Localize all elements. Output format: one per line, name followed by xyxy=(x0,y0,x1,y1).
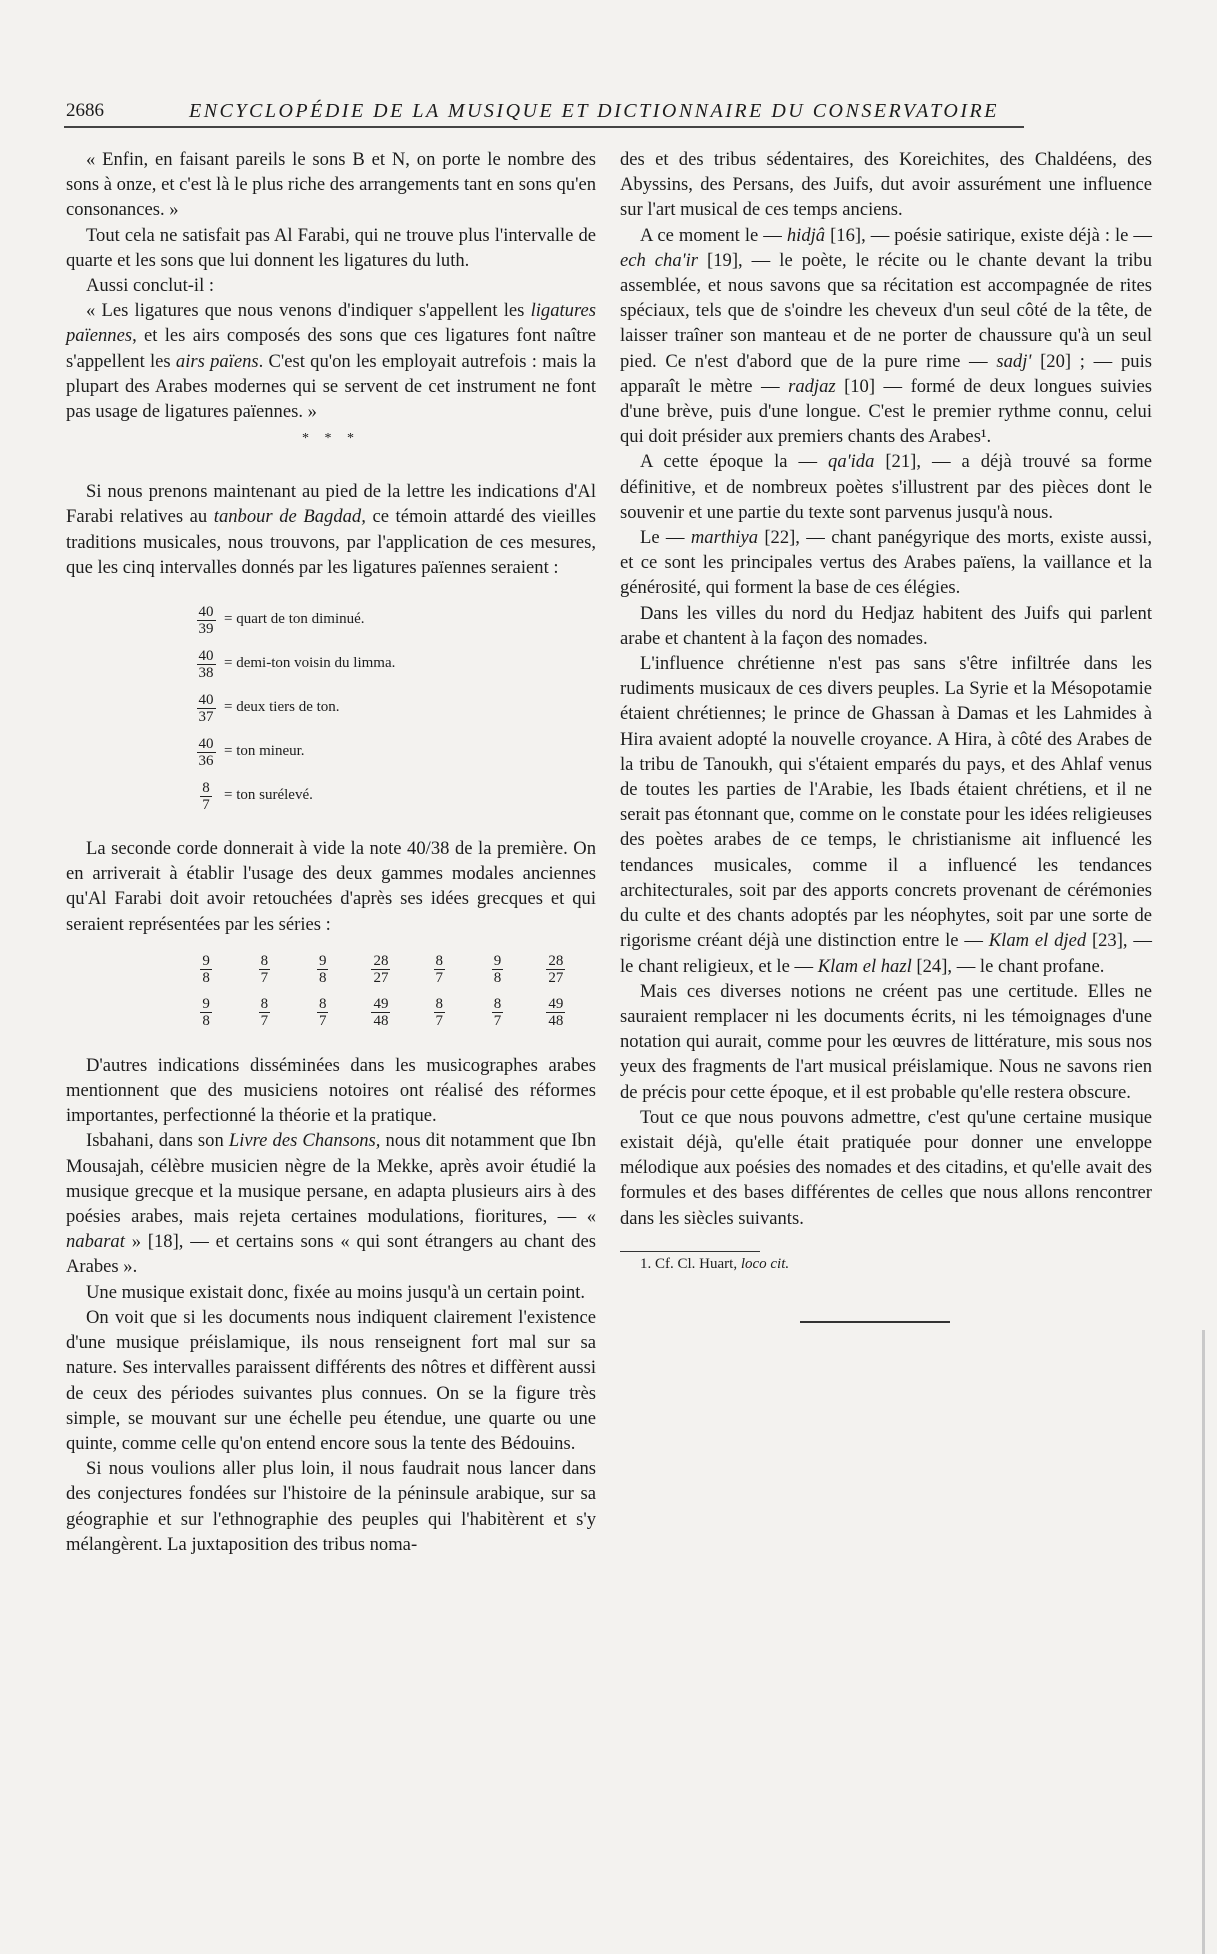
paragraph: On voit que si les documents nous indiquent clairement l'existence d'une musique préislamique, ils nous renseignent fort mal sur sa nature. Ses intervalles paraissent différents des nôtres et diffèrent aussi de ceux des périodes suivantes plus connues. On se la figure très simple, se mouvant sur une échelle peu étendue, une quarte ou une quinte, comme celle qu'on entend encore sous la tente des Bédouins. xyxy=(66,1306,596,1454)
fraction: $\frac{40}{36}$ xyxy=(198,735,214,769)
interval-row xyxy=(194,686,596,730)
fraction: $\frac{9}{8}$ xyxy=(202,995,210,1029)
paragraph: Isbahani, dans son Livre des Chansons, nous dit notamment que Ibn Mousajah, célèbre musicien nègre de la Mekke, après avoir étudié la musique grecque et la musique persane, en adapta plusieurs airs à des poésies arabes, mais rejeta certaines modulations, fioritures, — « nabarat » [18], — et certains sons « qui sont étrangers au chant des Arabes ». xyxy=(66,1130,596,1278)
running-head: ENCYCLOPÉDIE DE LA MUSIQUE ET DICTIONNAIRE DU CONSERVATOIRE xyxy=(189,100,999,122)
interval-row xyxy=(194,774,596,818)
fraction: $\frac{40}{39}$ xyxy=(198,603,214,637)
paragraph: Mais ces diverses notions ne créent pas une certitude. Elles ne sauraient remplacer ni les documents écrits, ni les témoignages d'une notation qui aurait, comme pour les œuvres de littérature, mis sous nos yeux des fragments de l'art musical préislamique. Nous ne savons rien de précis pour cette époque, et il est probable qu'elle restera obscure. xyxy=(620,980,1152,1103)
left-column xyxy=(66,147,596,1557)
interval-description: = quart de ton diminué. xyxy=(224,611,365,628)
paragraph: « Les ligatures que nous venons d'indiquer s'appellent les ligatures païennes, et les airs composés des sons que ces ligatures font naître s'appellent les airs païens. C'est qu'on les employait autrefois : mais la plupart des Arabes modernes qui se servent de cet instrument ne font pas usage de ligatures païennes. » xyxy=(66,300,596,423)
scan-margin-edge xyxy=(1202,1330,1205,1954)
paragraph: Si nous voulions aller plus loin, il nous faudrait nous lancer dans des conjectures fondées sur l'histoire de la péninsule arabique, sur sa géographie et sur l'ethnographie des peuples qui l'habitèrent et s'y mélangèrent. La juxtaposition des tribus noma- xyxy=(66,1458,596,1555)
paragraph: L'influence chrétienne n'est pas sans s'être infiltrée dans les rudiments musicaux de ces divers peuples. La Syrie et la Mésopotamie étaient chrétiennes; le prince de Ghassan à Damas et les Lahmides à Hira avaient adopté la nouvelle croyance. A Hira, à côté des Arabes de la tribu de Tanoukh, qui s'étaient emparés du pays, et des Ahlaf venus de toutes les parties de l'Arabie, les Ibads étaient chrétiens, et il ne serait pas étonnant que, comme on le constate pour les idées religieuses des poètes arabes de ce temps, le christianisme ait influencé les tendances musicales, comme il a influencé les tendances architecturales, soit par des apports concrets provenant de cérémonies du culte et des chants adoptés par les néophytes, soit par une sorte de rigorisme créant déjà une distinction entre le — Klam el djed [23], — le chant religieux, et le — Klam el hazl [24], — le chant profane. xyxy=(620,653,1152,977)
fraction: $\frac{40}{38}$ xyxy=(198,647,214,681)
fraction: $\frac{8}{7}$ xyxy=(318,995,327,1029)
interval-list xyxy=(194,598,596,818)
fraction: $\frac{8}{7}$ xyxy=(435,952,444,986)
series-row xyxy=(188,996,596,1029)
paragraph: Le — marthiya [22], — chant panégyrique des morts, existe aussi, et ce sont les principales vertus des Arabes païens, la vaillance et la générosité, qui forment la base de ces élégies. xyxy=(620,527,1152,599)
fraction: $\frac{9}{8}$ xyxy=(202,952,210,986)
paragraph: « Enfin, en faisant pareils le sons B et N, on porte le nombre des sons à onze, et c'est là le plus riche des arrangements tant en sons qu'en consonances. » xyxy=(66,149,596,221)
interval-row xyxy=(194,642,596,686)
paragraph: Aussi conclut-il : xyxy=(86,275,215,297)
fraction: $\frac{8}{7}$ xyxy=(435,995,444,1029)
fraction: $\frac{49}{48}$ xyxy=(373,995,389,1029)
interval-row xyxy=(194,730,596,774)
interval-row xyxy=(194,598,596,642)
right-column xyxy=(620,147,1152,1323)
fraction: $\frac{8}{7}$ xyxy=(202,779,210,813)
interval-description: = deux tiers de ton. xyxy=(224,699,340,716)
paragraph: Dans les villes du nord du Hedjaz habitent des Juifs qui parlent arabe et chantent à la façon des nomades. xyxy=(620,602,1152,649)
fraction: $\frac{28}{27}$ xyxy=(373,952,389,986)
fraction: $\frac{9}{8}$ xyxy=(318,952,327,986)
footnote: 1. Cf. Cl. Huart, loco cit. xyxy=(640,1255,790,1272)
fraction: $\frac{9}{8}$ xyxy=(493,952,502,986)
paragraph: Tout cela ne satisfait pas Al Farabi, qui ne trouve plus l'intervalle de quarte et les sons que lui donnent les ligatures du luth. xyxy=(66,224,596,271)
interval-description: = ton mineur. xyxy=(224,743,305,760)
end-rule xyxy=(800,1321,950,1323)
fraction: $\frac{8}{7}$ xyxy=(260,952,269,986)
fraction: $\frac{49}{48}$ xyxy=(548,995,564,1029)
paragraph: La seconde corde donnerait à vide la note 40/38 de la première. On en arriverait à établir l'usage des deux gammes modales anciennes qu'Al Farabi doit avoir retouchées d'après ses idées grecques et qui seraient représentées par les séries : xyxy=(66,838,596,935)
interval-description: = demi-ton voisin du limma. xyxy=(224,655,396,672)
fraction: $\frac{8}{7}$ xyxy=(260,995,269,1029)
paragraph: A cette époque la — qa'ida [21], — a déjà trouvé sa forme définitive, et de nombreux poètes s'illustrent par des pièces dont le souvenir et une partie du texte sont parvenus jusqu'à nous. xyxy=(620,451,1152,523)
paragraph: Si nous prenons maintenant au pied de la lettre les indications d'Al Farabi relatives au tanbour de Bagdad, ce témoin attardé des vieilles traditions musicales, nous trouvons, par l'application de ces mesures, que les cinq intervalles donnés par les ligatures païennes seraient : xyxy=(66,481,596,578)
paragraph: Tout ce que nous pouvons admettre, c'est qu'une certaine musique existait déjà, qu'elle était pratiquée pour donner une enveloppe mélodique aux poésies des nomades et des citadins, et qu'elle avait des formules et des bases différentes de celles que nous allons rencontrer dans les siècles suivants. xyxy=(620,1106,1152,1229)
paragraph: D'autres indications disséminées dans les musicographes arabes mentionnent que des musiciens notoires ont réalisé des réformes importantes, perfectionné la théorie et la pratique. xyxy=(66,1054,596,1127)
section-stars: * * * xyxy=(302,431,360,447)
paragraph: des et des tribus sédentaires, des Koreichites, des Chaldéens, des Abyssins, des Persans, des Juifs, dut avoir assurément une influence sur l'art musical de ces temps anciens. xyxy=(620,149,1152,221)
page-number: 2686 xyxy=(66,100,104,121)
series-row xyxy=(188,953,596,986)
page-header xyxy=(64,98,1024,128)
fraction: $\frac{40}{37}$ xyxy=(198,691,214,725)
interval-description: = ton surélevé. xyxy=(224,787,313,804)
paragraph: Une musique existait donc, fixée au moins jusqu'à un certain point. xyxy=(86,1281,586,1303)
fraction: $\frac{28}{27}$ xyxy=(548,952,564,986)
modal-series xyxy=(188,953,596,1029)
fraction: $\frac{8}{7}$ xyxy=(493,995,502,1029)
paragraph: A ce moment le — hidjâ [16], — poésie satirique, existe déjà : le — ech cha'ir [19], — le poète, le récite ou le chante devant la tribu assemblée, et nous savons que sa récitation est accompagnée de rites spéciaux, tels que de s'oindre les cheveux d'un seul côté de la tête, de laisser traîner son manteau et de ne porter de chaussure qu'à un seul pied. Ce n'est d'abord que de la pure rime — sadj' [20] ; — puis apparaît le mètre — radjaz [10] — formé de deux longues suivies d'une brève, puis d'une longue. C'est le premier rythme connu, celui qui doit présider aux premiers chants des Arabes¹. xyxy=(620,224,1152,448)
